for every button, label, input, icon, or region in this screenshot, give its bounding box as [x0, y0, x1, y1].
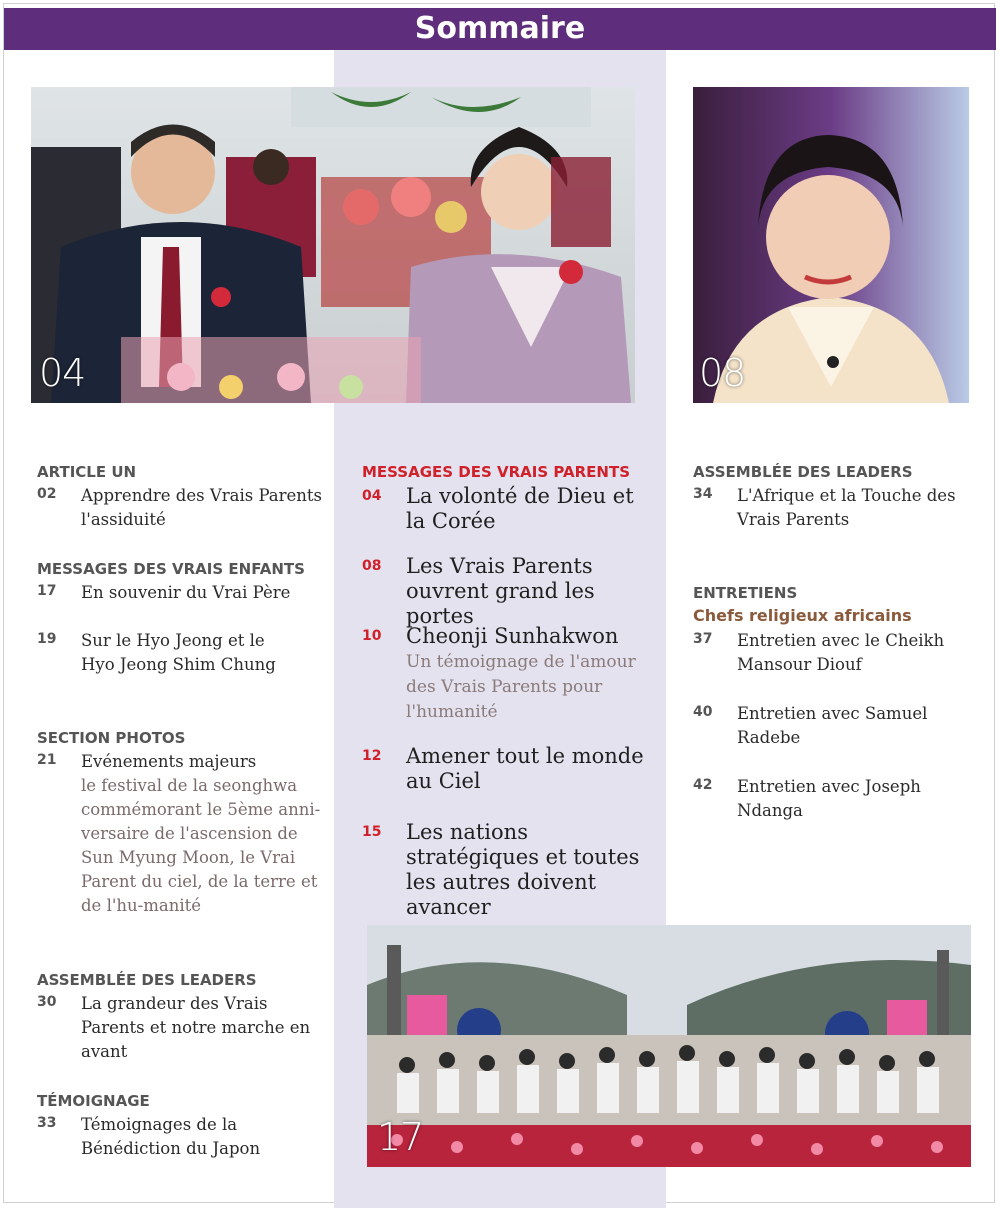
toc-page-number: 34: [693, 486, 713, 502]
photo-04[interactable]: [31, 87, 635, 403]
section-subheading-chefs-religieux: Chefs religieux africains: [693, 606, 912, 625]
toc-page-number: 10: [362, 628, 382, 644]
photo-04-number: 04: [39, 351, 86, 395]
toc-page-number: 21: [37, 752, 57, 768]
toc-page-number: 08: [362, 558, 382, 574]
toc-entry-title: Entretien avec Joseph Ndanga: [737, 777, 921, 820]
toc-entry-title: Témoignages de la Bénédiction du Japon: [81, 1115, 261, 1158]
toc-entry-title: La grandeur des Vrais Parents et notre marche en avant: [81, 994, 311, 1061]
photo-08[interactable]: [693, 87, 969, 403]
photo-17-image: [367, 925, 971, 1167]
toc-entry-title: Entretien avec Samuel Radebe: [737, 704, 928, 747]
photo-04-image: [31, 87, 635, 403]
toc-entry-description: Un témoignage de l'amour des Vrais Parents pour l'humanité: [406, 652, 636, 722]
toc-entry-description: le festival de la seonghwa commémorant le 5ème anni-versaire de l'ascension de Sun Myung Moon, le Vrai Parent du ciel, de la terre et de l'hu-manité: [81, 776, 321, 915]
toc-entry-title: Les nations stratégiques et toutes les autres doivent avancer: [406, 820, 640, 919]
section-heading-entretiens: ENTRETIENS: [693, 584, 798, 602]
photo-17[interactable]: [367, 925, 971, 1167]
photo-08-number: 08: [699, 351, 746, 395]
toc-entry-title: Apprendre des Vrais Parents l'assiduité: [81, 486, 323, 529]
section-heading-section-photos: SECTION PHOTOS: [37, 729, 186, 747]
toc-page-number: 12: [362, 748, 382, 764]
toc-entry-title: Evénements majeurs: [81, 752, 257, 771]
toc-page-number: 42: [693, 777, 713, 793]
toc-entry-title: La volonté de Dieu et la Corée: [406, 484, 634, 533]
section-heading-vrais-parents: MESSAGES DES VRAIS PARENTS: [362, 463, 631, 481]
toc-entry-title: L'Afrique et la Touche des Vrais Parents: [737, 486, 956, 529]
section-heading-article-un: ARTICLE UN: [37, 463, 137, 481]
toc-entry-title: Amener tout le monde au Ciel: [406, 744, 644, 793]
section-heading-assemblee-leaders-right: ASSEMBLÉE DES LEADERS: [693, 463, 913, 481]
photo-17-number: 17: [377, 1115, 424, 1159]
toc-entry-title: Cheonji Sunhakwon: [406, 624, 619, 648]
toc-page-number: 04: [362, 488, 382, 504]
section-heading-temoignage: TÉMOIGNAGE: [37, 1092, 150, 1110]
toc-page-number: 33: [37, 1115, 57, 1131]
toc-page-number: 15: [362, 824, 382, 840]
toc-page-number: 02: [37, 486, 57, 502]
toc-page-number: 40: [693, 704, 713, 720]
toc-page-number: 37: [693, 631, 713, 647]
toc-page-number: 30: [37, 994, 57, 1010]
toc-entry-title: En souvenir du Vrai Père: [81, 583, 291, 602]
toc-entry-title: Entretien avec le Cheikh Mansour Diouf: [737, 631, 945, 674]
toc-entry-title: Les Vrais Parents ouvrent grand les portes: [406, 554, 595, 628]
section-heading-vrais-enfants: MESSAGES DES VRAIS ENFANTS: [37, 560, 305, 578]
section-heading-assemblee-leaders-left: ASSEMBLÉE DES LEADERS: [37, 971, 257, 989]
toc-entry-title: Sur le Hyo Jeong et le Hyo Jeong Shim Chung: [81, 631, 276, 674]
page-title: Sommaire: [4, 8, 996, 50]
toc-page-number: 17: [37, 583, 57, 599]
toc-page-number: 19: [37, 631, 57, 647]
